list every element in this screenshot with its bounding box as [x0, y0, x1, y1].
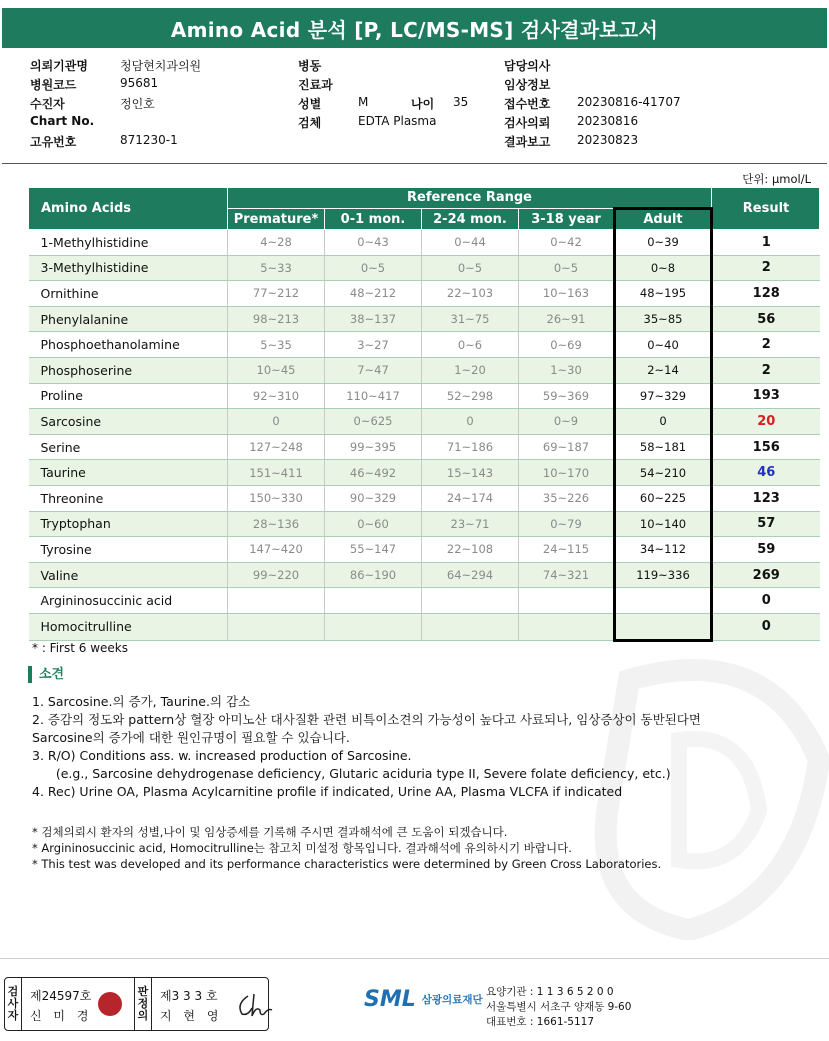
unit-label: 단위: μmol/L [742, 172, 811, 186]
label-chart-no: Chart No. [30, 114, 95, 128]
lab-logo [364, 987, 483, 1012]
result-value: 2 [712, 332, 820, 358]
ref-2-24-mon: 22~108 [422, 537, 519, 563]
amino-acid-name: Homocitrulline [29, 613, 228, 640]
ref-0-1-mon [325, 588, 422, 614]
ref-3-18-year [519, 613, 615, 640]
ref-3-18-year: 35~226 [519, 485, 615, 511]
tester-name: 신 미 경 [30, 1009, 93, 1023]
result-value: 123 [712, 485, 820, 511]
label-char: 판 [137, 985, 149, 998]
table-row [29, 230, 820, 256]
table-row [29, 332, 820, 358]
ref-3-18-year: 24~115 [519, 537, 615, 563]
ref-adult: 0~8 [615, 255, 712, 281]
value-sex: M [358, 95, 369, 109]
lab-code: 요양기관 : 1 1 3 6 5 2 0 0 [486, 986, 614, 998]
ref-3-18-year: 10~163 [519, 281, 615, 307]
amino-acid-name: Tryptophan [29, 511, 228, 537]
table-row [29, 537, 820, 563]
header-amino-acids: Amino Acids [29, 188, 228, 230]
footnote: * : First 6 weeks [32, 641, 128, 655]
ref-adult: 97~329 [615, 383, 712, 409]
header-3-18-year: 3-18 year [519, 209, 615, 230]
ref-2-24-mon: 0~6 [422, 332, 519, 358]
tester-cell [22, 978, 135, 1030]
amino-acid-name: 1-Methylhistidine [29, 230, 228, 256]
header-adult: Adult [615, 209, 712, 230]
ref-premature: 4~28 [228, 230, 325, 256]
reviewer-license: 제3 3 3 호 [160, 989, 218, 1003]
comment-line: (e.g., Sarcosine dehydrogenase deficiency, Glutaric aciduria type II, Severe folate deficiency, etc.) [32, 766, 671, 781]
comment-line: 2. 증감의 정도와 pattern상 혈장 아미노산 대사질환 관련 비특이소견의 가능성이 높다고 사료되나, 임상증상이 동반된다면 [32, 712, 701, 727]
reviewer-cell [152, 978, 268, 1030]
value-report-date: 20230823 [577, 133, 639, 147]
label-receipt-no: 접수번호 [504, 97, 551, 111]
footer-divider [0, 958, 829, 959]
ref-premature: 151~411 [228, 460, 325, 486]
result-value: 1 [712, 230, 820, 256]
amino-acid-name: 3-Methylhistidine [29, 255, 228, 281]
label-age: 나이 [411, 97, 435, 111]
lab-name: 삼광의료재단 [421, 994, 483, 1006]
result-value: 59 [712, 537, 820, 563]
label-char: 자 [7, 1009, 19, 1022]
label-char: 의 [137, 1009, 149, 1022]
header-reference-range: Reference Range [228, 188, 712, 209]
result-value: 269 [712, 562, 820, 588]
ref-adult: 48~195 [615, 281, 712, 307]
ref-premature: 150~330 [228, 485, 325, 511]
table-row [29, 562, 820, 588]
amino-acid-name: Phosphoethanolamine [29, 332, 228, 358]
ref-0-1-mon: 3~27 [325, 332, 422, 358]
tester-license: 제24597호 [30, 989, 92, 1003]
ref-adult: 2~14 [615, 357, 712, 383]
ref-adult: 0~40 [615, 332, 712, 358]
result-value: 2 [712, 255, 820, 281]
ref-premature: 0 [228, 409, 325, 435]
label-department: 진료과 [298, 78, 333, 92]
patient-info [30, 55, 810, 150]
ref-adult [615, 613, 712, 640]
label-ward: 병동 [298, 59, 322, 73]
amino-acid-name: Ornithine [29, 281, 228, 307]
ref-2-24-mon: 22~103 [422, 281, 519, 307]
ref-premature: 77~212 [228, 281, 325, 307]
sml-logo: SML [364, 987, 416, 1012]
amino-acid-name: Proline [29, 383, 228, 409]
ref-3-18-year: 59~369 [519, 383, 615, 409]
ref-adult: 0 [615, 409, 712, 435]
ref-0-1-mon: 0~60 [325, 511, 422, 537]
ref-0-1-mon: 86~190 [325, 562, 422, 588]
header-premature: Premature* [228, 209, 325, 230]
comment-line: 4. Rec) Urine OA, Plasma Acylcarnitine profile if indicated, Urine AA, Plasma VLCFA if indicated [32, 784, 623, 799]
label-unique-no: 고유번호 [30, 135, 77, 149]
reviewer-name: 지 현 영 [160, 1009, 223, 1023]
result-value: 20 [712, 409, 820, 435]
ref-adult: 10~140 [615, 511, 712, 537]
ref-3-18-year: 26~91 [519, 306, 615, 332]
ref-2-24-mon [422, 613, 519, 640]
result-value: 128 [712, 281, 820, 307]
label-specimen: 검체 [298, 116, 322, 130]
ref-premature: 28~136 [228, 511, 325, 537]
ref-2-24-mon: 52~298 [422, 383, 519, 409]
value-patient: 정인호 [120, 97, 155, 111]
ref-adult: 34~112 [615, 537, 712, 563]
signature-box [4, 977, 269, 1031]
label-patient: 수진자 [30, 97, 65, 111]
lab-contact [486, 985, 631, 1030]
result-value: 46 [712, 460, 820, 486]
ref-3-18-year: 0~69 [519, 332, 615, 358]
table-row [29, 588, 820, 614]
lab-address: 서울특별시 서초구 양재동 9-60 [486, 1001, 632, 1013]
ref-premature: 127~248 [228, 434, 325, 460]
label-sex: 성별 [298, 97, 322, 111]
tester-label [5, 978, 22, 1030]
table-row [29, 409, 820, 435]
note-line: * 검체의뢰시 환자의 성별,나이 및 임상증세를 기록해 주시면 결과해석에 큰 도움이 되겠습니다. [32, 825, 508, 839]
ref-premature [228, 613, 325, 640]
ref-0-1-mon: 99~395 [325, 434, 422, 460]
label-doctor: 담당의사 [504, 59, 551, 73]
ref-0-1-mon [325, 613, 422, 640]
ref-0-1-mon: 46~492 [325, 460, 422, 486]
ref-adult: 119~336 [615, 562, 712, 588]
ref-adult [615, 588, 712, 614]
ref-0-1-mon: 0~5 [325, 255, 422, 281]
value-receipt-no: 20230816-41707 [577, 95, 681, 109]
amino-acid-name: Serine [29, 434, 228, 460]
ref-2-24-mon [422, 588, 519, 614]
amino-acid-name: Argininosuccinic acid [29, 588, 228, 614]
ref-2-24-mon: 24~174 [422, 485, 519, 511]
ref-premature: 98~213 [228, 306, 325, 332]
ref-2-24-mon: 64~294 [422, 562, 519, 588]
header-0-1-mon: 0-1 mon. [325, 209, 422, 230]
result-value: 193 [712, 383, 820, 409]
value-hospital-code: 95681 [120, 76, 159, 90]
amino-acid-table [28, 187, 820, 642]
header-result: Result [712, 188, 820, 230]
note-line: * Argininosuccinic acid, Homocitrulline는 참고치 미설정 항목입니다. 결과해석에 유의하시기 바랍니다. [32, 841, 572, 855]
value-unique-no: 871230-1 [120, 133, 178, 147]
table-row [29, 613, 820, 640]
ref-adult: 60~225 [615, 485, 712, 511]
seal-stamp-icon [98, 992, 122, 1016]
label-hospital-code: 병원코드 [30, 78, 77, 92]
table-row [29, 255, 820, 281]
amino-acid-name: Threonine [29, 485, 228, 511]
result-value: 0 [712, 588, 820, 614]
ref-0-1-mon: 7~47 [325, 357, 422, 383]
table-row [29, 485, 820, 511]
reviewer-label [135, 978, 152, 1030]
ref-3-18-year: 0~5 [519, 255, 615, 281]
ref-3-18-year: 0~42 [519, 230, 615, 256]
amino-acid-name: Tyrosine [29, 537, 228, 563]
ref-2-24-mon: 0~5 [422, 255, 519, 281]
table-row [29, 357, 820, 383]
result-value: 2 [712, 357, 820, 383]
divider [2, 163, 827, 164]
ref-3-18-year [519, 588, 615, 614]
table-row [29, 460, 820, 486]
amino-acid-name: Phosphoserine [29, 357, 228, 383]
ref-adult: 58~181 [615, 434, 712, 460]
ref-2-24-mon: 31~75 [422, 306, 519, 332]
ref-2-24-mon: 15~143 [422, 460, 519, 486]
ref-0-1-mon: 0~43 [325, 230, 422, 256]
ref-2-24-mon: 23~71 [422, 511, 519, 537]
label-request-date: 검사의뢰 [504, 116, 551, 130]
ref-2-24-mon: 71~186 [422, 434, 519, 460]
value-specimen: EDTA Plasma [358, 114, 437, 128]
ref-3-18-year: 74~321 [519, 562, 615, 588]
ref-2-24-mon: 0 [422, 409, 519, 435]
ref-2-24-mon: 0~44 [422, 230, 519, 256]
table-row [29, 511, 820, 537]
ref-0-1-mon: 55~147 [325, 537, 422, 563]
label-char: 검 [7, 985, 19, 998]
amino-acid-name: Taurine [29, 460, 228, 486]
ref-premature: 99~220 [228, 562, 325, 588]
label-institution: 의뢰기관명 [30, 59, 88, 73]
ref-3-18-year: 69~187 [519, 434, 615, 460]
header-2-24-mon: 2-24 mon. [422, 209, 519, 230]
result-value: 57 [712, 511, 820, 537]
signature-icon [234, 990, 274, 1020]
ref-adult: 0~39 [615, 230, 712, 256]
value-request-date: 20230816 [577, 114, 639, 128]
comment-line: 3. R/O) Conditions ass. w. increased production of Sarcosine. [32, 748, 412, 763]
ref-premature [228, 588, 325, 614]
label-clinical-info: 임상정보 [504, 78, 551, 92]
result-value: 156 [712, 434, 820, 460]
ref-2-24-mon: 1~20 [422, 357, 519, 383]
amino-acid-name: Sarcosine [29, 409, 228, 435]
notes [32, 824, 661, 872]
report-title: Amino Acid 분석 [P, LC/MS-MS] 검사결과보고서 [2, 8, 827, 48]
amino-acid-name: Valine [29, 562, 228, 588]
ref-0-1-mon: 90~329 [325, 485, 422, 511]
findings-title: 소견 [28, 666, 64, 683]
ref-premature: 92~310 [228, 383, 325, 409]
ref-adult: 35~85 [615, 306, 712, 332]
ref-premature: 5~35 [228, 332, 325, 358]
ref-3-18-year: 0~9 [519, 409, 615, 435]
value-age: 35 [453, 95, 469, 109]
ref-0-1-mon: 38~137 [325, 306, 422, 332]
ref-premature: 147~420 [228, 537, 325, 563]
label-char: 정 [137, 997, 149, 1010]
comment-line: 1. Sarcosine.의 증가, Taurine.의 감소 [32, 694, 251, 709]
label-report-date: 결과보고 [504, 135, 551, 149]
ref-0-1-mon: 0~625 [325, 409, 422, 435]
table-row [29, 434, 820, 460]
ref-premature: 5~33 [228, 255, 325, 281]
findings-comments [32, 693, 701, 801]
comment-line: Sarcosine의 증가에 대한 원인규명이 필요할 수 있습니다. [32, 730, 350, 745]
result-value: 0 [712, 613, 820, 640]
label-char: 사 [7, 997, 19, 1010]
ref-0-1-mon: 48~212 [325, 281, 422, 307]
ref-3-18-year: 10~170 [519, 460, 615, 486]
ref-3-18-year: 1~30 [519, 357, 615, 383]
ref-adult: 54~210 [615, 460, 712, 486]
table-row [29, 281, 820, 307]
table-row [29, 383, 820, 409]
ref-0-1-mon: 110~417 [325, 383, 422, 409]
result-value: 56 [712, 306, 820, 332]
note-line: * This test was developed and its performance characteristics were determined by Green Cross Laboratories. [32, 857, 662, 871]
table-row [29, 306, 820, 332]
value-institution: 청담현치과의원 [120, 59, 202, 73]
amino-acid-name: Phenylalanine [29, 306, 228, 332]
lab-phone: 대표번호 : 1661-5117 [486, 1016, 595, 1028]
ref-premature: 10~45 [228, 357, 325, 383]
ref-3-18-year: 0~79 [519, 511, 615, 537]
